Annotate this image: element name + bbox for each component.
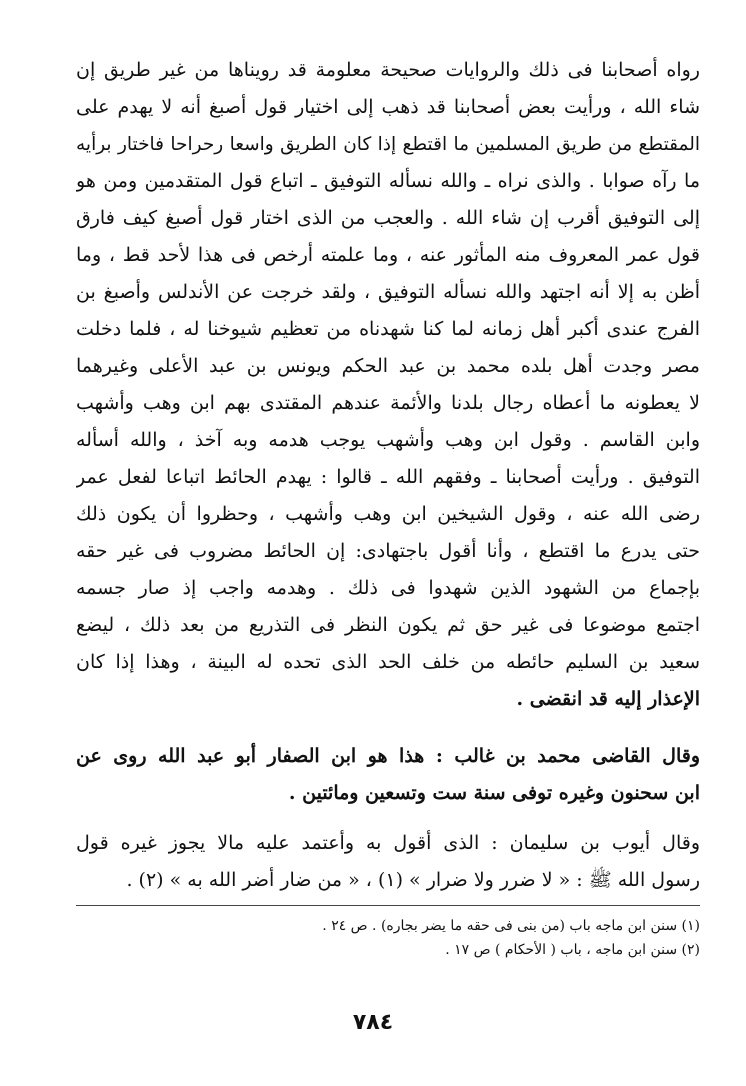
page-number: ٧٨٤ (352, 1010, 394, 1035)
text-line: لا يعطونه ما أعطاه رجال بلدنا والأئمة عندهم المقتدى بهم ابن وهب وأشهب (76, 392, 700, 414)
text-line: سعيد بن السليم حائطه من خلف الحد الذى تحده له البينة ، وهذا إذا كان (76, 651, 700, 673)
footnote-divider (76, 905, 700, 906)
text-line: رضى الله عنه ، وقول الشيخين ابن وهب وأشهب ، وحظروا أن يكون ذلك (76, 503, 700, 525)
paragraph-ibn-ghalib (76, 738, 700, 812)
paragraph-ayyub (76, 825, 700, 899)
text-line: وقال القاضى محمد بن غالب : هذا هو ابن الصفار أبو عبد الله روى عن (76, 745, 700, 767)
paragraph-main (76, 52, 700, 718)
text-line: إلى التوفيق أقرب إن شاء الله . والعجب من الذى اختار قول أصبغ كيف فارق (76, 207, 700, 229)
text-line: قول عمر المعروف منه المأثور عنه ، وما علمته أرخص فى هذا لأحد قط ، وما (76, 244, 700, 266)
text-line: الإعذار إليه قد انقضى . (516, 688, 700, 710)
footnote: (٢) سنن ابن ماجه ، باب ( الأحكام ) ص ١٧ . (445, 942, 700, 958)
text-line: شاء الله ، ورأيت بعض أصحابنا قد ذهب إلى اختيار قول أصبغ أنه لا يهدم على (76, 96, 700, 118)
text-line: الفرج عندى أكبر أهل زمانه لما كنا شهدناه من تعظيم شيوخنا له ، فلما دخلت (76, 318, 700, 340)
text-line: مصر وجدت أهل بلده محمد بن عبد الحكم ويونس بن عبد الأعلى وغيرهما (76, 355, 700, 377)
text-line: أظن به إلا أنه اجتهد والله نسأله التوفيق ، ولقد خرجت عن الأندلس وأصبغ بن (76, 281, 700, 303)
text-line: وقال أيوب بن سليمان : الذى أقول به وأعتمد عليه مالا يجوز غيره قول (76, 832, 700, 854)
footnote: (١) سنن ابن ماجه باب (من بنى فى حقه ما يضر بجاره) . ص ٢٤ . (322, 918, 700, 934)
text-line: بإجماع من الشهود الذين شهدوا فى ذلك . وهدمه واجب إذ صار جسمه (76, 577, 700, 599)
text-line: اجتمع موضوعا فى غير حق ثم يكون النظر فى التذريع من بعد ذلك ، ليضع (76, 614, 700, 636)
text-line: ابن سحنون وغيره توفى سنة ست وتسعين ومائتين . (288, 782, 700, 804)
footnotes (76, 914, 700, 962)
text-line: ما رآه صوابا . والذى نراه ـ والله نسأله التوفيق ـ اتباع قول المتقدمين ومن هو (76, 170, 700, 192)
text-line: حتى يدرع ما اقتطع ، وأنا أقول باجتهادى: إن الحائط مضروب فى غير حقه (76, 540, 700, 562)
text-line: وابن القاسم . وقول ابن وهب وأشهب يوجب هدمه وبه آخذ ، والله أسأله (76, 429, 700, 451)
text-line: رواه أصحابنا فى ذلك والروايات صحيحة معلومة قد رويناها من غير طريق إن (76, 59, 700, 81)
text-line: التوفيق . ورأيت أصحابنا ـ وفقهم الله ـ قالوا : يهدم الحائط اتباعا لفعل عمر (76, 466, 700, 488)
text-line: المقتطع من طريق المسلمين ما اقتطع إذا كان الطريق واسعا رحراحا فاختار برأيه (76, 134, 700, 155)
text-line: رسول الله ﷺ : « لا ضرر ولا ضرار » (١) ، « من ضار أضر الله به » (٢) . (126, 869, 700, 891)
